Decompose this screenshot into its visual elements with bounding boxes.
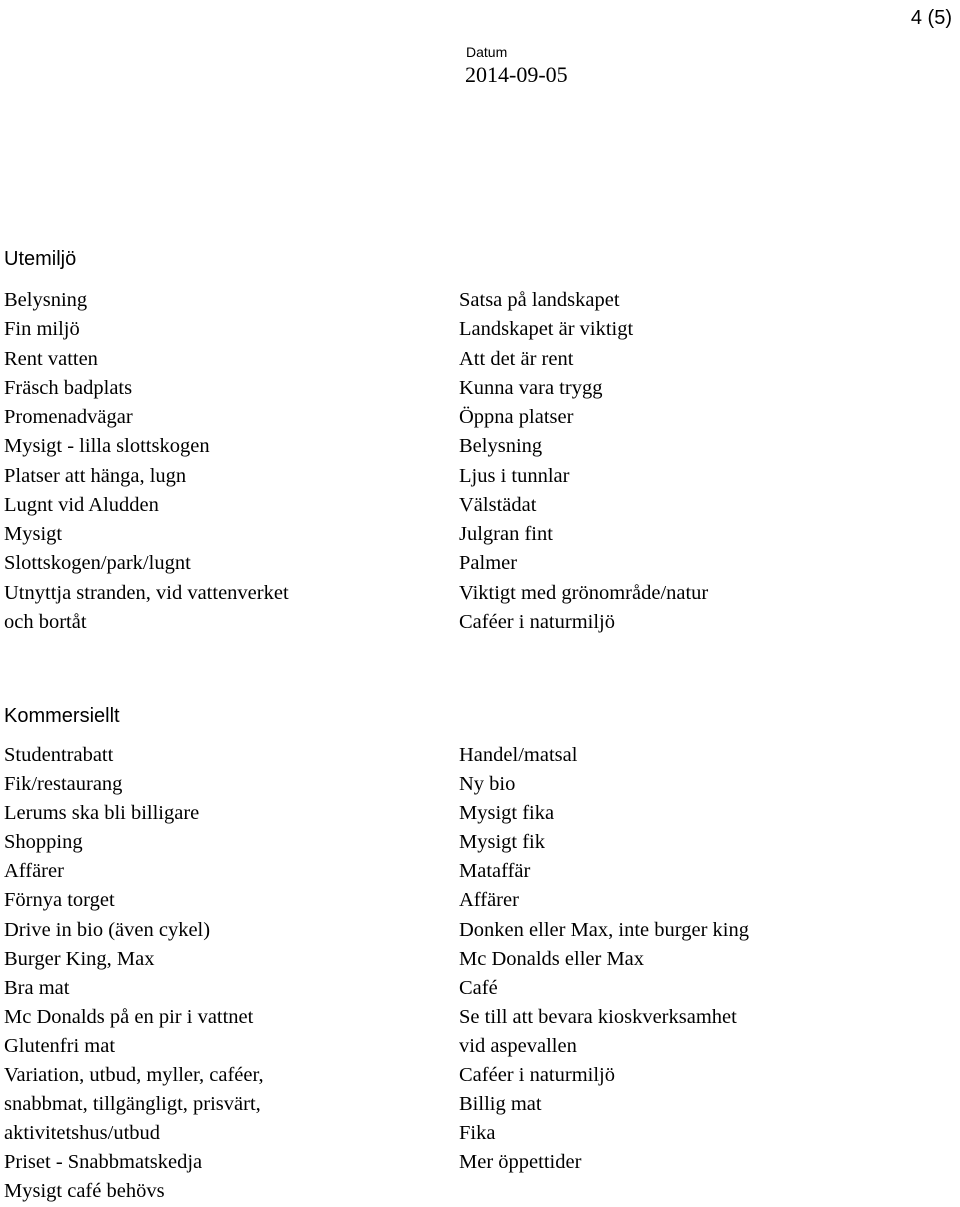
- list-item: Landskapet är viktigt: [459, 318, 634, 341]
- list-item: Rent vatten: [4, 347, 98, 370]
- list-item: Glutenfri mat: [4, 1034, 116, 1057]
- list-item: Studentrabatt: [4, 744, 114, 766]
- list-item: Öppna platser: [459, 406, 574, 428]
- list-item: Palmer: [459, 552, 518, 575]
- list-item: Caféer i naturmiljö: [459, 610, 615, 633]
- list-item: Se till att bevara kioskverksamhet: [459, 1005, 737, 1028]
- list-item: Shopping: [4, 831, 83, 854]
- list-item: Café: [459, 976, 498, 999]
- list-item: Förnya torget: [4, 889, 115, 912]
- list-item: aktivitetshus/utbud: [4, 1122, 161, 1145]
- list-item: Handel/matsal: [459, 744, 578, 766]
- list-item: Att det är rent: [459, 347, 574, 370]
- date-label: Datum: [466, 44, 508, 60]
- list-item: snabbmat, tillgängligt, prisvärt,: [4, 1093, 261, 1116]
- list-item: Fik/restaurang: [4, 773, 123, 796]
- list-item: Belysning: [4, 289, 88, 311]
- list-item: Fräsch badplats: [4, 376, 133, 399]
- list-item: Variation, utbud, myller, caféer,: [4, 1064, 264, 1087]
- list-item: Burger King, Max: [4, 947, 155, 970]
- page-number: 4 (5): [910, 7, 952, 29]
- list-item: vid aspevallen: [459, 1034, 577, 1057]
- list-item: Mysigt - lilla slottskogen: [4, 435, 210, 458]
- list-item: Julgran fint: [459, 523, 553, 545]
- section-heading-kommersiellt: Kommersiellt: [4, 705, 120, 727]
- list-item: Promenadvägar: [4, 406, 133, 428]
- utemiljo-right-list: [459, 286, 708, 637]
- list-item: Caféer i naturmiljö: [459, 1064, 615, 1087]
- list-item: Mataffär: [459, 860, 531, 883]
- section-heading-utemiljo: Utemiljö: [4, 248, 77, 270]
- list-item: Fin miljö: [4, 318, 80, 341]
- list-item: Mer öppettider: [459, 1151, 582, 1174]
- list-item: Mysigt: [4, 523, 63, 545]
- list-item: Kunna vara trygg: [459, 376, 603, 399]
- date-value: 2014-09-05: [465, 62, 568, 87]
- list-item: Slottskogen/park/lugnt: [4, 552, 191, 575]
- utemiljo-left-list: [4, 286, 289, 637]
- list-item: Lugnt vid Aludden: [4, 493, 159, 516]
- kommersiellt-right-list: [459, 741, 749, 1177]
- list-item: Viktigt med grönområde/natur: [459, 581, 709, 604]
- list-item: Ljus i tunnlar: [459, 464, 570, 487]
- list-item: Ny bio: [459, 773, 516, 796]
- list-item: Fika: [459, 1122, 496, 1145]
- list-item: Utnyttja stranden, vid vattenverket: [4, 581, 289, 604]
- list-item: Mc Donalds på en pir i vattnet: [4, 1005, 254, 1028]
- list-item: Mysigt fika: [459, 802, 555, 825]
- list-item: Belysning: [459, 435, 543, 458]
- list-item: Mc Donalds eller Max: [459, 947, 645, 970]
- list-item: Affärer: [4, 860, 64, 883]
- list-item: Billig mat: [459, 1093, 542, 1116]
- list-item: och bortåt: [4, 610, 87, 633]
- list-item: Affärer: [459, 889, 519, 912]
- kommersiellt-left-list: [4, 741, 264, 1207]
- list-item: Platser att hänga, lugn: [4, 464, 187, 487]
- list-item: Drive in bio (även cykel): [4, 918, 211, 941]
- list-item: Mysigt fik: [459, 831, 545, 854]
- list-item: Bra mat: [4, 976, 70, 999]
- list-item: Satsa på landskapet: [459, 289, 620, 311]
- list-item: Välstädat: [459, 493, 537, 516]
- list-item: Priset - Snabbmatskedja: [4, 1151, 203, 1174]
- list-item: Donken eller Max, inte burger king: [459, 918, 749, 941]
- list-item: Lerums ska bli billigare: [4, 802, 200, 825]
- list-item: Mysigt café behövs: [4, 1180, 165, 1203]
